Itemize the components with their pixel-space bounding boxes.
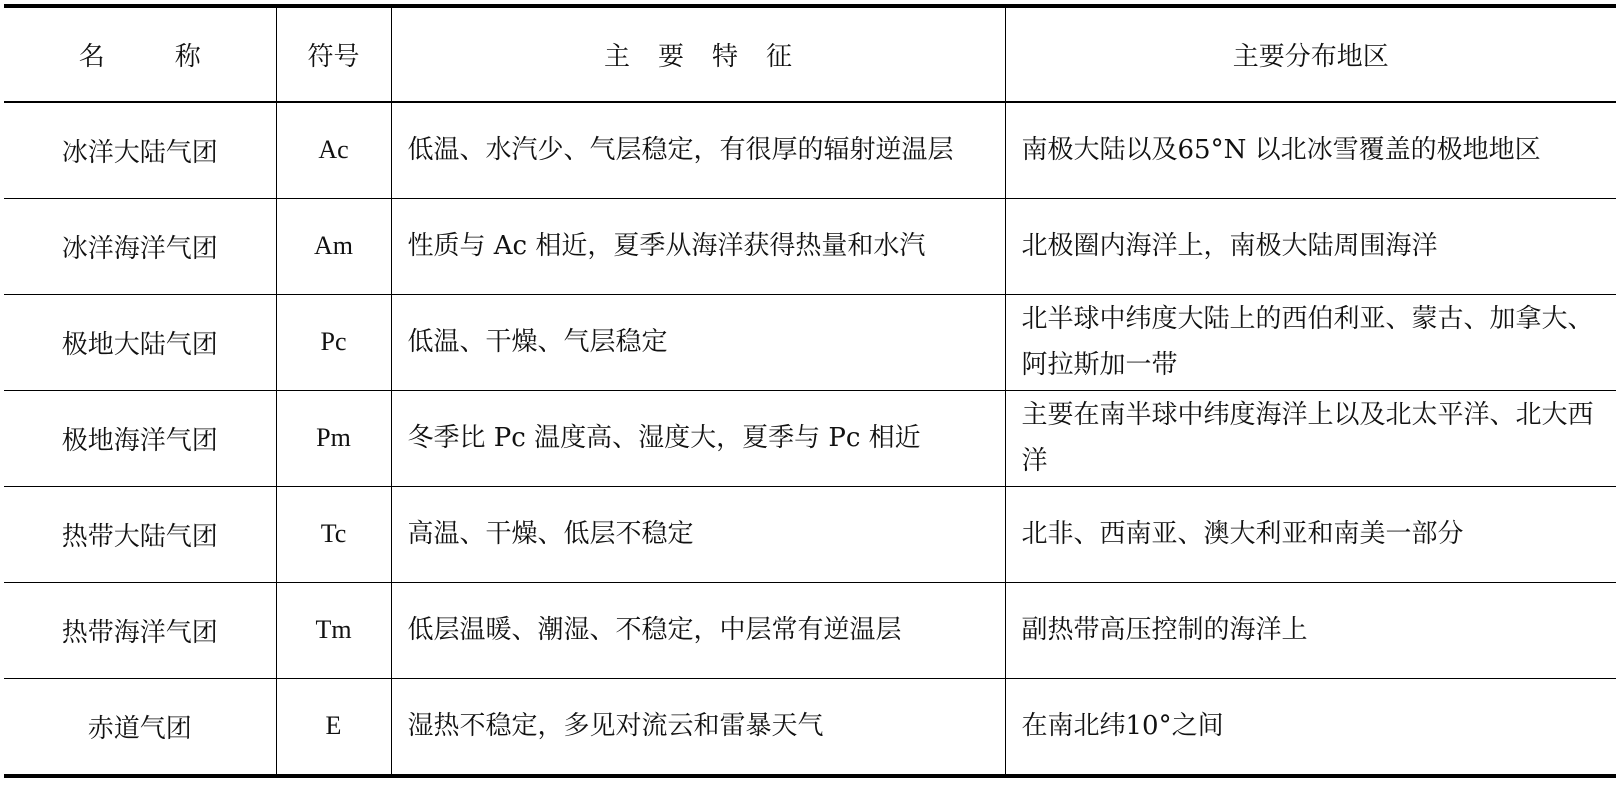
table-row — [4, 390, 1616, 486]
cell-distribution: 北半球中纬度大陆上的西伯利亚、蒙古、加拿大、阿拉斯加一带 — [1005, 294, 1616, 390]
header-name-text: 名称 — [78, 42, 271, 72]
cell-symbol: Pm — [276, 390, 391, 486]
cell-name: 极地海洋气团 — [61, 425, 218, 456]
table-row — [4, 486, 1616, 582]
table-row — [4, 198, 1616, 294]
cell-name: 热带大陆气团 — [61, 521, 218, 552]
table-row — [4, 294, 1616, 390]
table-row — [4, 678, 1616, 776]
header-name — [4, 6, 276, 102]
cell-features: 湿热不稳定，多见对流云和雷暴天气 — [391, 678, 1005, 776]
cell-symbol: Pc — [276, 294, 391, 390]
cell-distribution: 北非、西南亚、澳大利亚和南美一部分 — [1005, 486, 1616, 582]
cell-name: 赤道气团 — [87, 713, 192, 744]
cell-distribution: 在南北纬10°之间 — [1005, 678, 1616, 776]
cell-symbol: Ac — [276, 102, 391, 198]
header-features — [391, 6, 1005, 102]
cell-features: 低温、干燥、气层稳定 — [391, 294, 1005, 390]
header-row — [4, 6, 1616, 102]
header-distribution: 主要分布地区 — [1005, 6, 1616, 102]
header-symbol: 符号 — [276, 6, 391, 102]
air-mass-table-container — [4, 4, 1616, 778]
table-row — [4, 582, 1616, 678]
table-row — [4, 102, 1616, 198]
air-mass-table — [4, 4, 1616, 778]
cell-symbol: Tm — [276, 582, 391, 678]
cell-name: 热带海洋气团 — [61, 617, 218, 648]
cell-features: 高温、干燥、低层不稳定 — [391, 486, 1005, 582]
table-header — [4, 6, 1616, 102]
cell-distribution: 主要在南半球中纬度海洋上以及北太平洋、北大西洋 — [1005, 390, 1616, 486]
cell-distribution: 南极大陆以及65°N 以北冰雪覆盖的极地地区 — [1005, 102, 1616, 198]
table-body — [4, 102, 1616, 776]
cell-distribution: 副热带高压控制的海洋上 — [1005, 582, 1616, 678]
cell-features: 性质与 Ac 相近，夏季从海洋获得热量和水汽 — [391, 198, 1005, 294]
cell-symbol: Tc — [276, 486, 391, 582]
cell-distribution: 北极圈内海洋上，南极大陆周围海洋 — [1005, 198, 1616, 294]
cell-symbol: E — [276, 678, 391, 776]
cell-name: 冰洋海洋气团 — [61, 233, 218, 264]
cell-symbol: Am — [276, 198, 391, 294]
cell-features: 冬季比 Pc 温度高、湿度大，夏季与 Pc 相近 — [391, 390, 1005, 486]
header-features-text: 主要特征 — [603, 42, 820, 72]
cell-features: 低层温暖、潮湿、不稳定，中层常有逆温层 — [391, 582, 1005, 678]
cell-name: 极地大陆气团 — [61, 329, 218, 360]
cell-name: 冰洋大陆气团 — [61, 137, 218, 168]
cell-features: 低温、水汽少、气层稳定，有很厚的辐射逆温层 — [391, 102, 1005, 198]
